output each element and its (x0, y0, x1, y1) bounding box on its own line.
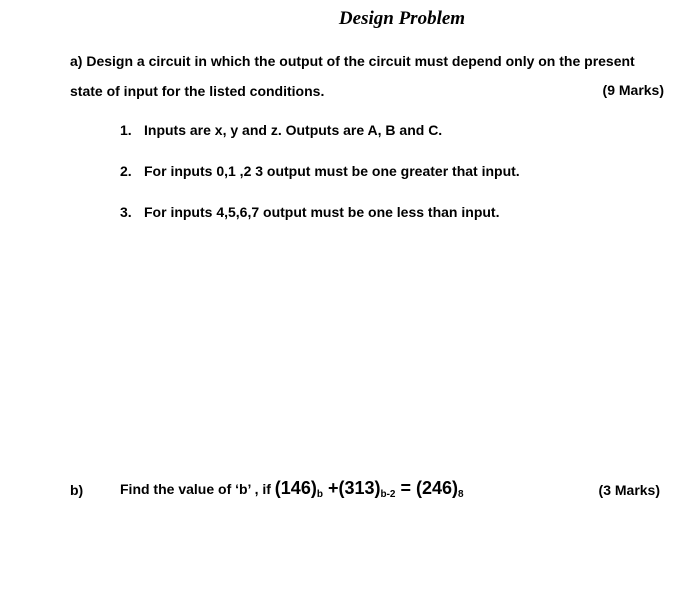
condition-item (120, 122, 442, 138)
condition-text: Inputs are x, y and z. Outputs are A, B and C. (144, 122, 443, 138)
base-b: b (316, 489, 323, 500)
condition-text: For inputs 4,5,6,7 output must be one less than input. (144, 204, 500, 220)
condition-number: 2. (120, 163, 132, 179)
question-b-label: b) (70, 482, 84, 498)
equals-sign: = (395, 478, 416, 498)
condition-number: 3. (120, 204, 132, 220)
question-a-line-1: a) Design a circuit in which the output of the circuit must depend only on the present (70, 53, 635, 69)
base-8: 8 (458, 489, 464, 500)
condition-item (120, 163, 520, 179)
condition-text: For inputs 0,1 ,2 3 output must be one greater that input. (144, 163, 520, 179)
question-b-prefix: Find the value of ‘b’ , if (120, 481, 275, 497)
base-b-minus-2: b-2 (380, 489, 396, 500)
question-b-text (120, 478, 464, 500)
question-a-marks: (9 Marks) (602, 82, 664, 98)
condition-item (120, 204, 499, 220)
question-b-marks: (3 Marks) (598, 482, 660, 498)
term-3: (246) (416, 478, 459, 498)
page-title: Design Problem (338, 8, 466, 29)
condition-number: 1. (120, 122, 132, 138)
plus-sign: + (322, 478, 339, 498)
term-2: (313) (338, 478, 381, 498)
term-1: (146) (274, 478, 317, 498)
question-a-line-2: state of input for the listed conditions. (70, 83, 325, 99)
